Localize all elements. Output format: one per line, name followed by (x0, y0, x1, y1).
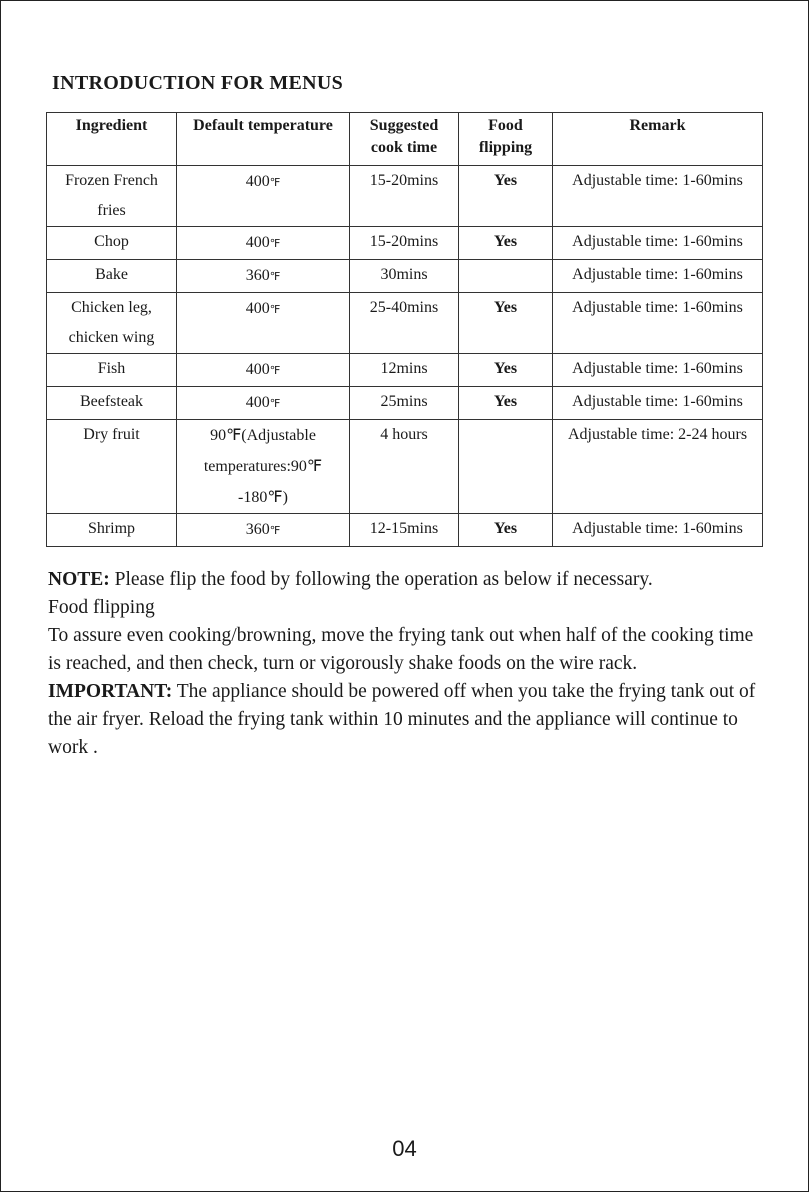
ingredient-cell: Chop (47, 227, 177, 260)
temperature-value: 400 (245, 173, 270, 190)
flipping-cell: Yes (459, 514, 553, 547)
table-row (47, 514, 763, 547)
remark-cell: Adjustable time: 1-60mins (553, 354, 763, 387)
temperature-value: 400 (245, 361, 270, 378)
remark-cell: Adjustable time: 1-60mins (553, 293, 763, 354)
page-number: 04 (392, 1136, 417, 1161)
page-title: INTRODUCTION FOR MENUS (52, 72, 344, 94)
table-row (47, 260, 763, 293)
header-temperature: Default temperature (177, 113, 350, 166)
cook-time-cell: 4 hours (350, 420, 459, 514)
fahrenheit-unit: ℉ (269, 524, 281, 537)
temperature-value: 400 (245, 234, 270, 251)
cook-time-cell: 25mins (350, 387, 459, 420)
table-row (47, 354, 763, 387)
flipping-text: To assure even cooking/browning, move the frying tank out when half of the cooking time is reached, and then check, turn or vigorously shake foods on the wire rack. (48, 625, 754, 674)
temperature-cell (177, 420, 350, 514)
fahrenheit-unit: ℉ (269, 303, 281, 316)
important-label: IMPORTANT: (48, 681, 173, 702)
ingredient-cell: Chicken leg, chicken wing (47, 293, 177, 354)
notes-section (48, 566, 768, 762)
temperature-value: 360 (245, 267, 270, 284)
cook-time-cell: 15-20mins (350, 166, 459, 227)
temperature-value: 90℉(Adjustable temperatures:90℉ -180℉) (203, 427, 323, 506)
table-row (47, 387, 763, 420)
remark-cell: Adjustable time: 1-60mins (553, 260, 763, 293)
temperature-value: 360 (245, 521, 270, 538)
important-text: The appliance should be powered off when you take the frying tank out of the air fryer. Reload the frying tank within 10 minutes and the appliance will continue to work . (48, 681, 756, 758)
remark-cell: Adjustable time: 1-60mins (553, 227, 763, 260)
important-paragraph (48, 678, 768, 762)
flipping-cell (459, 420, 553, 514)
header-remark: Remark (553, 113, 763, 166)
table-row (47, 420, 763, 514)
cook-time-cell: 15-20mins (350, 227, 459, 260)
flipping-cell: Yes (459, 354, 553, 387)
table-header-row (47, 113, 763, 166)
remark-cell: Adjustable time: 1-60mins (553, 514, 763, 547)
flipping-cell: Yes (459, 227, 553, 260)
cook-time-cell: 12-15mins (350, 514, 459, 547)
flipping-cell: Yes (459, 387, 553, 420)
temperature-cell (177, 166, 350, 227)
remark-cell: Adjustable time: 2-24 hours (553, 420, 763, 514)
cook-time-cell: 12mins (350, 354, 459, 387)
table-row (47, 227, 763, 260)
flipping-cell: Yes (459, 293, 553, 354)
temperature-cell (177, 354, 350, 387)
temperature-cell (177, 260, 350, 293)
temperature-cell (177, 514, 350, 547)
cook-time-cell: 30mins (350, 260, 459, 293)
temperature-value: 400 (245, 394, 270, 411)
temperature-cell (177, 293, 350, 354)
ingredient-cell: Beefsteak (47, 387, 177, 420)
fahrenheit-unit: ℉ (269, 397, 281, 410)
flipping-title: Food flipping (48, 597, 155, 618)
header-cook-time: Suggested cook time (350, 113, 459, 166)
table-row (47, 166, 763, 227)
remark-cell: Adjustable time: 1-60mins (553, 166, 763, 227)
flipping-cell: Yes (459, 166, 553, 227)
fahrenheit-unit: ℉ (269, 176, 281, 189)
ingredient-cell: Fish (47, 354, 177, 387)
ingredient-cell: Frozen French fries (47, 166, 177, 227)
note-label: NOTE: (48, 569, 110, 590)
ingredient-cell: Bake (47, 260, 177, 293)
cook-time-cell: 25-40mins (350, 293, 459, 354)
fahrenheit-unit: ℉ (269, 237, 281, 250)
fahrenheit-unit: ℉ (269, 270, 281, 283)
ingredient-cell: Dry fruit (47, 420, 177, 514)
temperature-cell (177, 227, 350, 260)
flipping-cell (459, 260, 553, 293)
header-ingredient: Ingredient (47, 113, 177, 166)
menu-table (46, 112, 763, 547)
note-text: Please flip the food by following the operation as below if necessary. (109, 569, 653, 590)
ingredient-cell: Shrimp (47, 514, 177, 547)
fahrenheit-unit: ℉ (269, 364, 281, 377)
note-paragraph (48, 566, 768, 594)
table-row (47, 293, 763, 354)
temperature-cell (177, 387, 350, 420)
header-flipping: Food flipping (459, 113, 553, 166)
temperature-value: 400 (245, 300, 270, 317)
remark-cell: Adjustable time: 1-60mins (553, 387, 763, 420)
